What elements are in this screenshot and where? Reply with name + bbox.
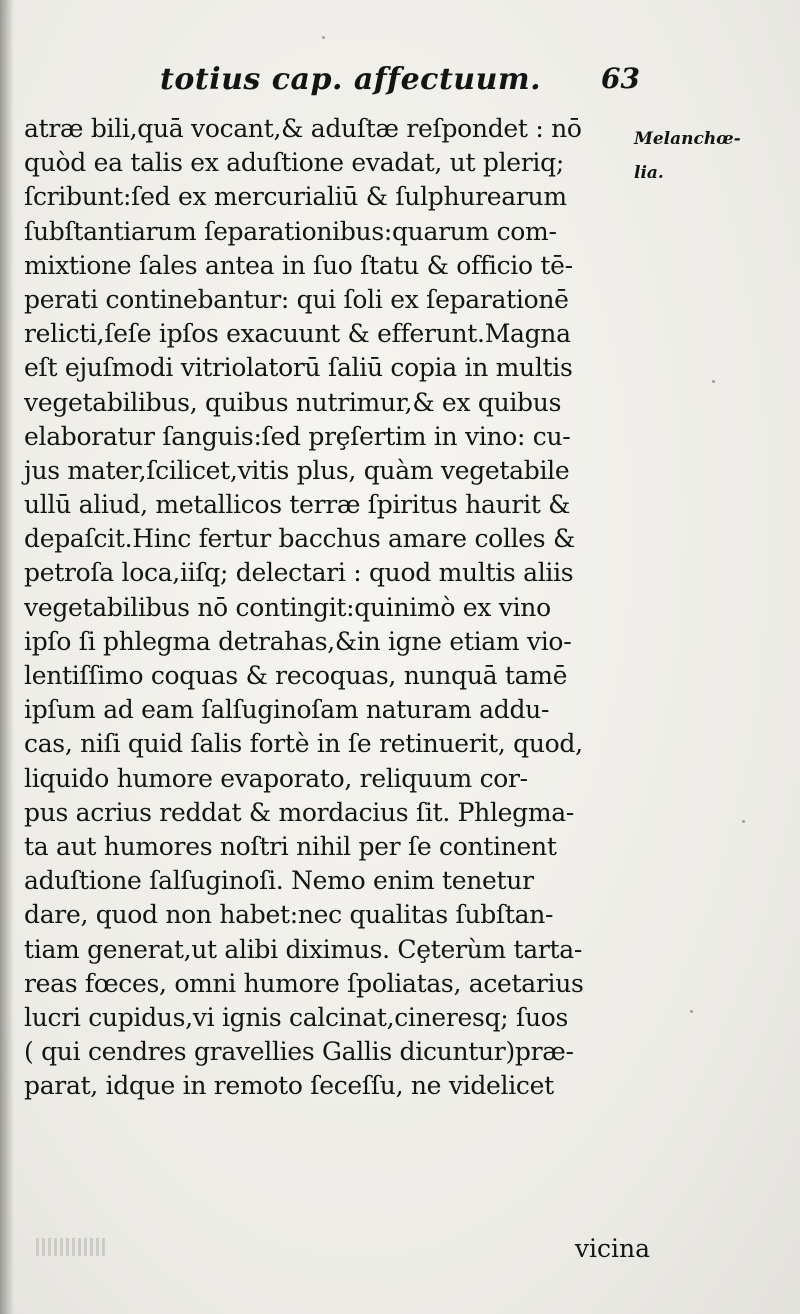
- text-line: ſubſtantiarum ſeparationibus:quarum com-: [24, 216, 557, 246]
- text-line: mixtione ſales antea in ſuo ſtatu & officio tē-: [24, 250, 573, 280]
- text-line: vegetabilibus, quibus nutrimur,& ex quibus: [24, 387, 562, 417]
- margin-note-line: Melanchœ-: [634, 129, 741, 149]
- text-line: vegetabilibus nō contingit:quinimò ex vino: [24, 592, 551, 622]
- text-line: lentiſſimo coquas & recoquas, nunquā tamē: [24, 661, 568, 690]
- faded-signature-mark: [36, 1238, 106, 1256]
- text-line: ta aut humores noſtri nihil per ſe continent: [24, 831, 557, 861]
- text-line: perati continebantur: qui ſoli ex ſeparationē: [24, 284, 569, 314]
- text-line: dare, quod non habet:nec qualitas ſubſtan-: [24, 900, 554, 930]
- text-line: ullū aliud, metallicos terræ ſpiritus haurit &: [24, 490, 571, 520]
- ink-speck: [712, 380, 715, 383]
- text-line: liquido humore evaporato, reliquum cor-: [24, 763, 528, 793]
- text-line: ( qui cendres gravellies Gallis dicuntur)præ-: [24, 1037, 574, 1067]
- text-line: aduſtione ſalſuginoſi. Nemo enim tenetur: [24, 866, 534, 896]
- running-title: totius cap. affectuum.: [160, 62, 542, 97]
- text-line: depaſcit.Hinc fertur bacchus amare colles &: [24, 524, 575, 554]
- ink-speck: [690, 1010, 693, 1013]
- binding-shadow: [0, 0, 14, 1314]
- running-head: [120, 62, 660, 102]
- text-line: eſt ejuſmodi vitriolatorū ſaliū copia in multis: [24, 353, 573, 383]
- text-line: ipſo ſi phlegma detrahas,&in igne etiam vio-: [24, 626, 572, 656]
- text-line: reas fœces, omni humore ſpoliatas, acetarius: [24, 968, 584, 998]
- ink-speck: [322, 36, 325, 39]
- text-line: ſcribunt:ſed ex mercurialiū & ſulphurearum: [24, 182, 567, 212]
- text-line: tiam generat,ut alibi diximus. Cȩterùm tarta-: [24, 934, 582, 964]
- body-text: [24, 112, 664, 1103]
- text-line: relicti,ſeſe ipſos exacuunt & efferunt.Magna: [24, 319, 571, 349]
- text-line: petroſa loca,iiſq; delectari : quod multis aliis: [24, 558, 574, 588]
- margin-note-line: lia.: [634, 163, 664, 183]
- text-line: parat, idque in remoto ſeceſſu, ne videlicet: [24, 1071, 554, 1101]
- margin-note: [634, 122, 794, 190]
- catchword: vicina: [574, 1234, 650, 1263]
- text-line: pus acrius reddat & mordacius ſit. Phlegma-: [24, 797, 575, 827]
- text-line: quòd ea talis ex aduſtione evadat, ut pleriq;: [24, 148, 564, 178]
- text-line: jus mater,ſcilicet,vitis plus, quàm vegetabile: [24, 455, 570, 485]
- text-line: elaboratur ſanguis:ſed prȩſertim in vino: cu-: [24, 421, 571, 451]
- text-line: atræ bili,quā vocant,& aduſtæ reſpondet : nō: [24, 114, 582, 143]
- text-line: ipſum ad eam ſalſuginoſam naturam addu-: [24, 695, 550, 725]
- text-line: lucri cupidus,vi ignis calcinat,cineresq; ſuos: [24, 1002, 569, 1032]
- ink-speck: [742, 820, 745, 823]
- text-line: cas, niſi quid ſalis fortè in ſe retinuerit, quod,: [24, 729, 583, 759]
- page-number: 63: [601, 62, 640, 95]
